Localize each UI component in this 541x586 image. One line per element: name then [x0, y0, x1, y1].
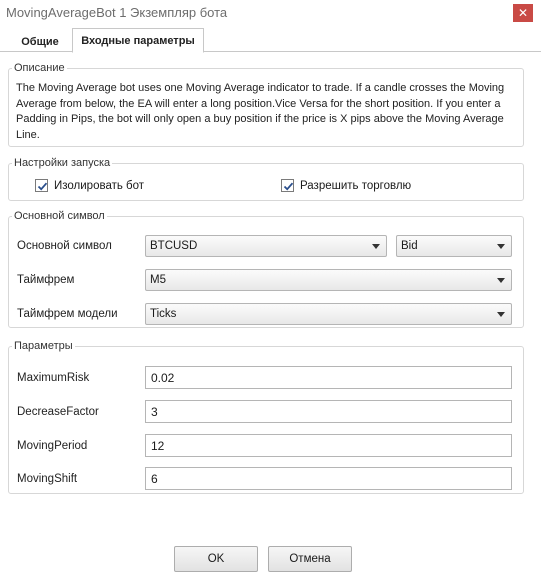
isolate-bot-label: Изолировать бот	[54, 179, 145, 192]
main-symbol-label: Основной символ	[17, 240, 112, 252]
price-type-value: Bid	[401, 240, 418, 252]
param-value: 12	[151, 438, 165, 453]
main-symbol-value: BTCUSD	[150, 240, 198, 252]
main-symbol-select[interactable]	[145, 235, 387, 257]
description-group	[8, 62, 524, 147]
param-value: 0.02	[151, 370, 175, 385]
price-type-select[interactable]	[396, 235, 512, 257]
param-value: 3	[151, 404, 158, 419]
param-label: MovingShift	[17, 473, 78, 485]
timeframe-select[interactable]	[145, 269, 512, 291]
param-label: MovingPeriod	[17, 440, 88, 452]
parameters-legend: Параметры	[14, 340, 73, 352]
tab-general-label: Общие	[21, 35, 59, 48]
model-timeframe-select[interactable]	[145, 303, 512, 325]
check-icon	[36, 180, 49, 193]
parameters-group	[8, 340, 524, 494]
chevron-down-icon	[497, 312, 505, 317]
chevron-down-icon	[497, 278, 505, 283]
close-button[interactable]	[513, 4, 533, 22]
allow-trading-label: Разрешить торговлю	[300, 179, 412, 192]
timeframe-label: Таймфрем	[17, 274, 75, 286]
title-bar	[0, 0, 541, 26]
moving-period-input[interactable]	[145, 434, 512, 457]
tab-input-parameters[interactable]	[72, 28, 204, 53]
chevron-down-icon	[372, 244, 380, 249]
description-legend: Описание	[14, 62, 65, 74]
tab-input-parameters-label: Входные параметры	[81, 34, 195, 47]
launch-settings-legend: Настройки запуска	[14, 157, 111, 169]
isolate-bot-checkbox[interactable]	[35, 179, 144, 192]
main-symbol-legend: Основной символ	[14, 210, 105, 222]
main-symbol-group	[8, 210, 524, 328]
cancel-button[interactable]	[268, 546, 352, 572]
tab-bar	[0, 28, 541, 52]
close-icon: ✕	[517, 6, 529, 20]
cancel-button-label: Отмена	[289, 553, 331, 565]
param-value: 6	[151, 471, 158, 486]
check-icon	[282, 180, 295, 193]
maximum-risk-input[interactable]	[145, 366, 512, 389]
window-title: MovingAverageBot 1 Экземпляр бота	[6, 5, 228, 20]
allow-trading-checkbox[interactable]	[281, 179, 411, 192]
param-label: MaximumRisk	[17, 372, 90, 384]
timeframe-value: M5	[150, 274, 166, 286]
model-timeframe-value: Ticks	[150, 308, 177, 320]
moving-shift-input[interactable]	[145, 467, 512, 490]
ok-button[interactable]	[174, 546, 258, 572]
launch-settings-group	[8, 157, 524, 201]
tab-general[interactable]	[10, 31, 70, 52]
decrease-factor-input[interactable]	[145, 400, 512, 423]
allow-trading-checkbox-box[interactable]	[281, 179, 294, 192]
model-timeframe-label: Таймфрем модели	[17, 308, 118, 320]
description-text: The Moving Average bot uses one Moving Average indicator to trade. If a candle crosses the Moving Average from below, the EA will enter a long position.Vice Versa for the short position. If you enter a Padding in Pips, the bot will only open a buy position if the price is X pips above the Moving Average Line.	[16, 82, 505, 141]
param-label: DecreaseFactor	[17, 406, 99, 418]
chevron-down-icon	[497, 244, 505, 249]
isolate-bot-checkbox-box[interactable]	[35, 179, 48, 192]
ok-button-label: OK	[207, 553, 225, 565]
